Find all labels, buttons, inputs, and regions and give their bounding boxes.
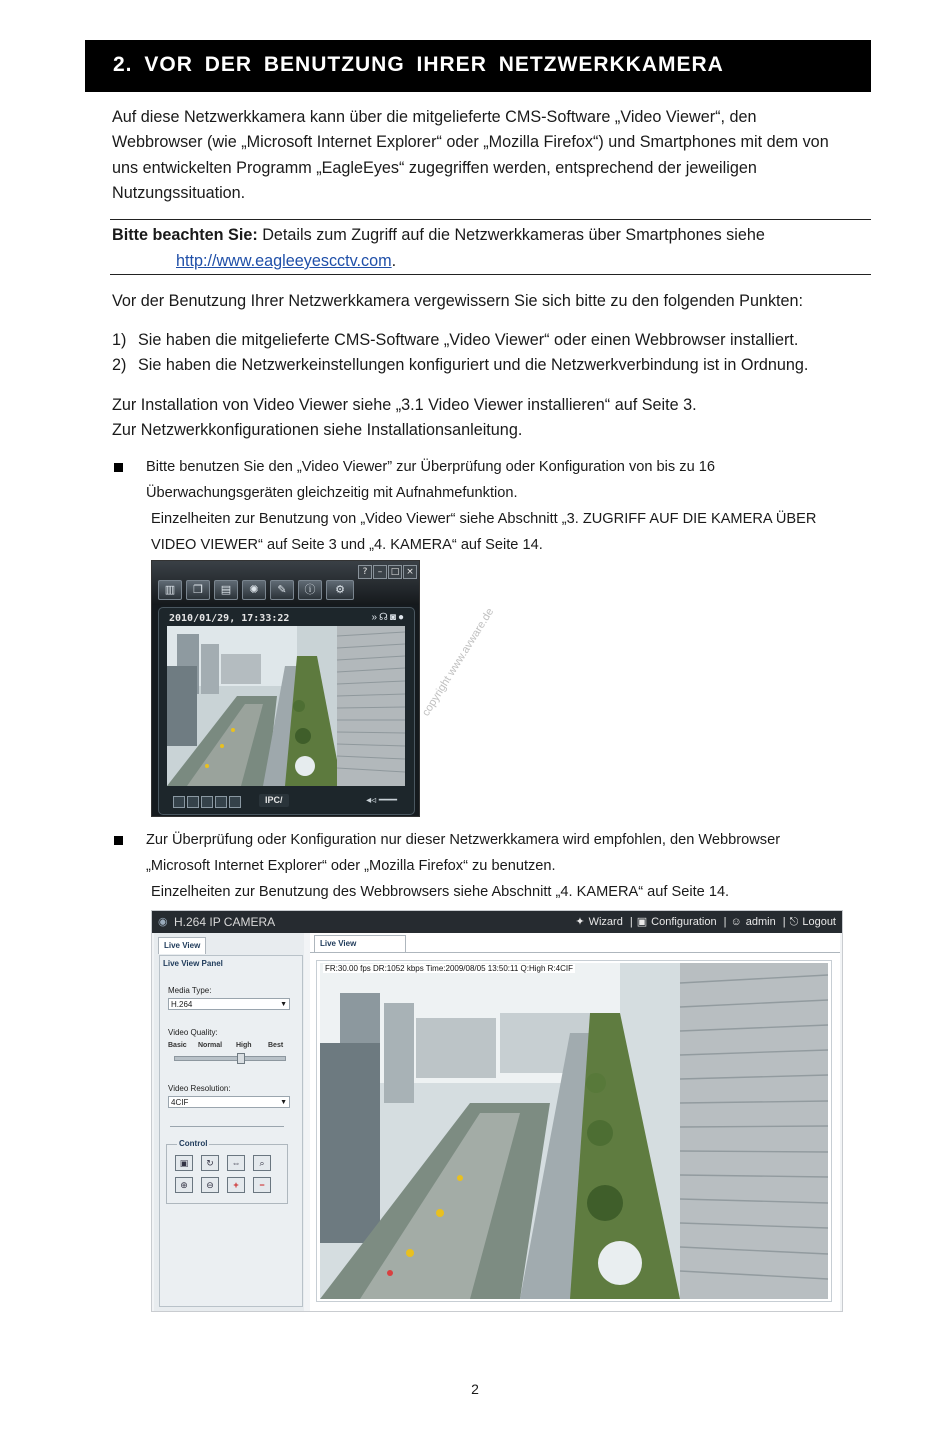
resolution-select[interactable]	[168, 1096, 290, 1108]
web-app-title: H.264 IP CAMERA	[174, 915, 276, 929]
note-line	[112, 223, 765, 249]
resolution-label: Video Resolution:	[168, 1084, 231, 1093]
panel-title: Live View Panel	[163, 959, 223, 968]
layout-9-icon[interactable]	[201, 796, 213, 808]
prereq-num-2: 2)	[112, 356, 127, 374]
note-text: Details zum Zugriff auf die Netzwerkkameras über Smartphones siehe	[257, 226, 765, 244]
web-live-view-area	[310, 933, 840, 1311]
layout-icon[interactable]: ▥	[158, 580, 182, 600]
prereq-intro: Vor der Benutzung Ihrer Netzwerkkamera vergewissern Sie sich bitte zu den folgenden Punkten:	[112, 292, 804, 310]
bullet2-line-2: „Microsoft Internet Explorer“ oder „Mozilla Firefox“ zu benutzen.	[146, 858, 556, 874]
zoom-out-icon[interactable]: ⊖	[201, 1177, 219, 1193]
prereq-item-2	[112, 353, 809, 379]
bullet-square-1	[114, 463, 123, 472]
note-link-line	[176, 249, 396, 275]
info-icon[interactable]: ⓘ	[298, 580, 322, 600]
note-tail: .	[391, 252, 397, 270]
quality-levels	[168, 1042, 294, 1052]
record-icon[interactable]: ✎	[270, 580, 294, 600]
close-button[interactable]: ×	[403, 565, 417, 579]
rotate-icon[interactable]: ↻	[201, 1155, 219, 1171]
bullet2-line-3: Einzelheiten zur Benutzung des Webbrowsers siehe Abschnitt „4. KAMERA“ auf Seite 14.	[151, 884, 730, 900]
note-rule-bottom	[110, 274, 871, 275]
note-label: Bitte beachten Sie:	[112, 226, 258, 244]
prereq-num-1: 1)	[112, 331, 127, 349]
note-rule-top	[110, 219, 871, 220]
control-group	[166, 1139, 288, 1204]
web-browser-screenshot	[151, 910, 843, 1312]
prereq-ref-2: Zur Netzwerkkonfigurationen siehe Installationsanleitung.	[112, 421, 523, 439]
live-video	[320, 963, 828, 1299]
web-nav: ✦ Wizard | ▣ Configuration | ☺ admin | ⎋ Logout	[575, 916, 836, 928]
help-button[interactable]: ?	[358, 565, 372, 579]
intro-line-3: uns entwickelten Programm „EagleEyes“ zugegriffen werden, entsprechend der jeweiligen	[112, 159, 757, 177]
vv-display-panel	[158, 607, 415, 815]
snapshot-icon[interactable]: ▣	[175, 1155, 193, 1171]
eagleeyes-link[interactable]: http://www.eagleeyescctv.com	[176, 252, 392, 270]
wizard-link[interactable]: Wizard	[588, 916, 623, 928]
media-type-value: H.264	[171, 1000, 193, 1009]
intro-line-2: Webbrowser (wie „Microsoft Internet Explorer“ oder „Mozilla Firefox“) und Smartphones mit dem von	[112, 133, 829, 151]
user-name: admin	[745, 916, 776, 928]
quality-basic: Basic	[168, 1042, 187, 1049]
prereq-text-2: Sie haben die Netzwerkeinstellungen konfiguriert und die Netzwerkverbindung ist in Ordnung.	[138, 356, 809, 374]
vv-camera-image	[167, 626, 405, 786]
tab-live-view-right[interactable]: Live View	[314, 935, 406, 952]
network-icon[interactable]: ✺	[242, 580, 266, 600]
web-left-panel	[154, 933, 304, 1311]
quality-normal: Normal	[198, 1042, 223, 1049]
fullscreen-icon[interactable]	[229, 796, 241, 808]
quality-slider-thumb[interactable]	[237, 1053, 245, 1064]
configuration-icon: ▣	[636, 916, 648, 928]
prereq-item-1	[112, 328, 799, 354]
copy-icon[interactable]: ❐	[186, 580, 210, 600]
zoom-area-icon[interactable]: ⌕	[253, 1155, 271, 1171]
quality-label: Video Quality:	[168, 1028, 218, 1037]
vv-channel-icons[interactable]: »☊◙●	[371, 612, 406, 623]
rooftop-street-scene-large	[320, 963, 828, 1299]
watermark: copyright www.avware.de	[420, 606, 497, 719]
rooftop-street-scene	[167, 626, 405, 786]
wizard-icon: ✦	[575, 916, 585, 928]
tab-live-view-left[interactable]: Live View	[158, 937, 206, 954]
page-number: 2	[471, 1381, 479, 1397]
user-icon: ☺	[730, 916, 742, 928]
prereq-text-1: Sie haben die mitgelieferte CMS-Software „Video Viewer“ oder einen Webbrowser installiert.	[138, 331, 799, 349]
minimize-button[interactable]: –	[373, 565, 387, 579]
minus-icon[interactable]: −	[253, 1177, 271, 1193]
web-title-bar	[152, 911, 842, 933]
layout-4-icon[interactable]	[187, 796, 199, 808]
vv-timestamp: 2010/01/29, 17:33:22	[169, 613, 290, 624]
bullet1-line-1: Bitte benutzen Sie den „Video Viewer” zur Überprüfung oder Konfiguration von bis zu 16	[146, 459, 715, 475]
maximize-button[interactable]: □	[388, 565, 402, 579]
settings-icon[interactable]: ⚙	[326, 580, 354, 600]
plus-icon[interactable]: +	[227, 1177, 245, 1193]
configuration-link[interactable]: Configuration	[651, 916, 717, 928]
quality-best: Best	[268, 1042, 284, 1049]
vv-device-label: IPC/	[259, 794, 289, 807]
resolution-value: 4CIF	[171, 1098, 189, 1107]
vv-status-bar	[173, 794, 401, 808]
logout-link[interactable]: Logout	[802, 916, 836, 928]
intro-line-4: Nutzungssituation.	[112, 184, 246, 202]
divider	[170, 1126, 284, 1127]
chevron-down-icon: ▼	[280, 1099, 287, 1106]
quality-slider[interactable]	[174, 1056, 286, 1061]
live-view-panel	[159, 955, 303, 1307]
media-type-label: Media Type:	[168, 986, 212, 995]
bullet1-line-2: Überwachungsgeräten gleichzeitig mit Aufnahmefunktion.	[146, 485, 518, 501]
bullet1-line-3: Einzelheiten zur Benutzung von „Video Viewer“ siehe Abschnitt „3. ZUGRIFF AUF DIE KAMERA ÜBER	[151, 511, 817, 527]
layout-16-icon[interactable]	[215, 796, 227, 808]
prereq-ref-1: Zur Installation von Video Viewer siehe „3.1 Video Viewer installieren“ auf Seite 3.	[112, 396, 697, 414]
section-title: 2. VOR DER BENUTZUNG IHRER NETZWERKKAMERA	[113, 53, 724, 76]
layout-1-icon[interactable]	[173, 796, 185, 808]
section-header	[85, 40, 871, 92]
tab-baseline	[310, 952, 840, 953]
logout-icon: ⎋	[789, 916, 799, 928]
intro-line-1: Auf diese Netzwerkkamera kann über die mitgelieferte CMS-Software „Video Viewer“, den	[112, 108, 757, 126]
live-view-frame	[316, 960, 832, 1302]
chevron-down-icon: ▼	[280, 1001, 287, 1008]
bullet2-line-1: Zur Überprüfung oder Konfiguration nur dieser Netzwerkkamera wird empfohlen, den Webbrowser	[146, 832, 781, 848]
control-label: Control	[179, 1139, 208, 1148]
video-osd: FR:30.00 fps DR:1052 kbps Time:2009/08/05 13:50:11 Q:High R:4CIF	[325, 964, 573, 973]
vv-toolbar	[152, 561, 419, 605]
quality-high: High	[236, 1042, 252, 1049]
camera-logo-icon: ◉	[158, 916, 168, 928]
bullet1-line-4: VIDEO VIEWER“ auf Seite 3 und „4. KAMERA“ auf Seite 14.	[151, 537, 543, 553]
fit-icon[interactable]: ⇔	[227, 1155, 245, 1171]
video-viewer-screenshot	[151, 560, 420, 817]
volume-icon[interactable]: ◂◃ ━━━	[366, 795, 397, 806]
folder-icon[interactable]: ▤	[214, 580, 238, 600]
bullet-square-2	[114, 836, 123, 845]
media-type-select[interactable]	[168, 998, 290, 1010]
zoom-in-icon[interactable]: ⊕	[175, 1177, 193, 1193]
